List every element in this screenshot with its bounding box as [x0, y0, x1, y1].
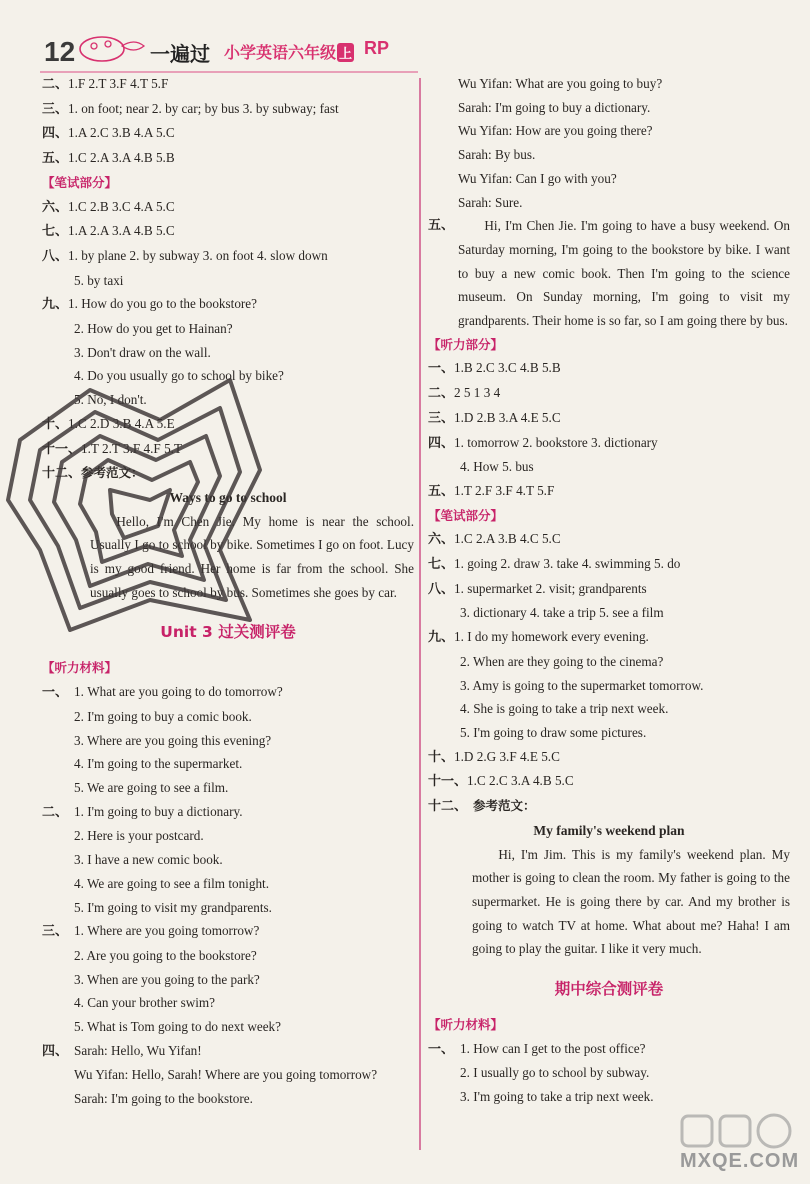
- answer-line: 3. dictionary 4. take a trip 5. see a film: [460, 605, 664, 621]
- answer-line: 二、1.F 2.T 3.F 4.T 5.F: [42, 76, 169, 92]
- brand-name: 一遍过: [150, 42, 210, 66]
- dialogue-line: Sarah: Sure.: [458, 194, 523, 210]
- answer-line: 十、1.D 2.G 3.F 4.E 5.C: [428, 748, 560, 765]
- answer-line: 5. I'm going to visit my grandparents.: [74, 899, 272, 915]
- answer-line: 八、1. supermarket 2. visit; grandparents: [428, 580, 647, 597]
- answer-line: 2. I usually go to school by subway.: [460, 1065, 650, 1081]
- answer-line: 2. How do you get to Hainan?: [74, 321, 233, 337]
- answer-line: 4. We are going to see a film tonight.: [74, 875, 269, 891]
- page-number: 12: [44, 36, 76, 67]
- answer-line: 七、1. going 2. draw 3. take 4. swimming 5. do: [428, 556, 681, 573]
- right-column: [428, 72, 790, 1109]
- answer-line: 三、 1. Where are you going tomorrow?: [42, 923, 260, 940]
- answer-line: 一、 1. What are you going to do tomorrow?: [42, 684, 283, 701]
- essay-body: Hi, I'm Jim. This is my family's weekend plan. My mother is going to clean the room. My father is going to the supermarket. He is going there by car. And my brother is going to watch TV at home. What about me? Haha! I am going to play the guitar. I like it very much.: [472, 846, 790, 957]
- answer-line: 五、1.C 2.A 3.A 4.B 5.B: [42, 150, 175, 167]
- answer-line: 4. Can your brother swim?: [74, 995, 216, 1011]
- answer-line: 4. How 5. bus: [460, 459, 534, 475]
- answer-line: Sarah: I'm going to the bookstore.: [74, 1091, 253, 1107]
- section-tag: 【听力材料】: [428, 1017, 504, 1033]
- answer-line: 5. by taxi: [74, 272, 124, 288]
- section-tag: 【听力材料】: [42, 660, 118, 676]
- answer-line: 2. Here is your postcard.: [74, 828, 204, 844]
- answer-line: 九、1. I do my homework every evening.: [428, 629, 649, 646]
- watermark-text: MXQE.COM: [680, 1150, 800, 1172]
- dialogue-line: Wu Yifan: Can I go with you?: [458, 170, 617, 186]
- dialogue-line: Wu Yifan: How are you going there?: [458, 123, 653, 139]
- answer-line: 2. Are you going to the bookstore?: [74, 947, 257, 963]
- answer-line: 四、1.A 2.C 3.B 4.A 5.C: [42, 125, 175, 142]
- answer-line: 五、1.T 2.F 3.F 4.T 5.F: [428, 482, 555, 499]
- section-tag: 【听力部分】: [428, 336, 504, 352]
- cartoon-decoration-icon: [78, 32, 148, 66]
- answer-line: 3. I'm going to take a trip next week.: [460, 1089, 654, 1105]
- answer-line: 九、1. How do you go to the bookstore?: [42, 296, 258, 313]
- section-tag: 【笔试部分】: [42, 174, 118, 190]
- answer-line: 八、1. by plane 2. by subway 3. on foot 4. slow down: [42, 247, 328, 264]
- answer-line: 十二、 参考范文：: [428, 798, 536, 815]
- answer-line: 5. No, I don't.: [74, 392, 147, 408]
- answer-line: 5. What is Tom going to do next week?: [74, 1019, 281, 1035]
- column-divider: [419, 78, 421, 1150]
- answer-line: 二、 1. I'm going to buy a dictionary.: [42, 803, 243, 820]
- answer-line: 5. I'm going to draw some pictures.: [460, 724, 647, 740]
- answer-line: 3. When are you going to the park?: [74, 971, 260, 987]
- answer-line: 2. When are they going to the cinema?: [460, 653, 664, 669]
- answer-line: 七、1.A 2.A 3.A 4.B 5.C: [42, 223, 175, 240]
- page-header: [0, 28, 810, 78]
- stamp-icon: [0, 350, 280, 640]
- answer-line: 3. Amy is going to the supermarket tomorrow.: [460, 677, 704, 693]
- answer-line: 十一、1.C 2.C 3.A 4.B 5.C: [428, 773, 574, 790]
- dialogue-line: Sarah: By bus.: [458, 147, 536, 163]
- edition-label: RP: [364, 38, 390, 58]
- answer-line: 4. I'm going to the supermarket.: [74, 756, 243, 772]
- answer-line: 三、1.D 2.B 3.A 4.E 5.C: [428, 409, 561, 426]
- answer-line: 一、1.B 2.C 3.C 4.B 5.B: [428, 360, 561, 377]
- answer-line: 5. We are going to see a film.: [74, 779, 229, 795]
- series-title: 小学英语六年级 上: [224, 43, 353, 62]
- answer-line: 四、1. tomorrow 2. bookstore 3. dictionary: [428, 434, 658, 451]
- essay-title: Ways to go to school: [169, 489, 287, 505]
- answer-line: 十、1.C 2.D 3.B 4.A 5.E: [42, 415, 175, 432]
- answer-line: 3. I have a new comic book.: [74, 852, 223, 868]
- grade-mark: 上: [337, 43, 354, 62]
- passage-number: 五、: [428, 218, 455, 234]
- essay-body: Hello, I'm Chen Jie. My home is near the school. Usually I go to school by bike. Sometimes I go on foot. Lucy is my good friend. Her home is far from the school. She usually goes to school by bus. Sometimes she goes by car.: [90, 513, 414, 600]
- answer-line: 十一、1.T 2.T 3.F 4.F 5.T: [42, 440, 183, 457]
- dialogue-line: Sarah: I'm going to buy a dictionary.: [458, 99, 651, 115]
- answer-line: 三、1. on foot; near 2. by car; by bus 3. by subway; fast: [42, 100, 339, 117]
- answer-line: 3. Don't draw on the wall.: [74, 344, 211, 360]
- answer-line: 十二、参考范文：: [42, 465, 144, 482]
- answer-line: 四、 Sarah: Hello, Wu Yifan!: [42, 1042, 202, 1059]
- unit-title: Unit 3 过关测评卷: [160, 623, 296, 642]
- answer-line: Wu Yifan: Hello, Sarah! Where are you going tomorrow?: [74, 1067, 378, 1083]
- answer-line: 六、1.C 2.A 3.B 4.C 5.C: [428, 531, 561, 548]
- dialogue-line: Wu Yifan: What are you going to buy?: [458, 76, 663, 91]
- answer-line: 4. Do you usually go to school by bike?: [74, 368, 284, 384]
- essay-title: My family's weekend plan: [533, 822, 685, 838]
- answer-line: 3. Where are you going this evening?: [74, 732, 272, 748]
- passage-body: Hi, I'm Chen Jie. I'm going to have a busy weekend. On Saturday morning, I'm going to the bookstore by bike. I want to buy a new comic book. Then I'm going to the science museum. On Sunday morning, I'm going to visit my grandparents. Their home is so far, so I am going there by bus.: [458, 218, 790, 329]
- answer-line: 六、1.C 2.B 3.C 4.A 5.C: [42, 198, 175, 215]
- answer-line: 2. I'm going to buy a comic book.: [74, 708, 252, 724]
- passage-block: [428, 214, 790, 333]
- unit-title: 期中综合测评卷: [554, 980, 664, 999]
- section-tag: 【笔试部分】: [428, 507, 504, 523]
- answer-line: 二、2 5 1 3 4: [428, 385, 501, 402]
- answer-line: 4. She is going to take a trip next week.: [460, 701, 669, 717]
- answer-line: 一、 1. How can I get to the post office?: [428, 1040, 646, 1057]
